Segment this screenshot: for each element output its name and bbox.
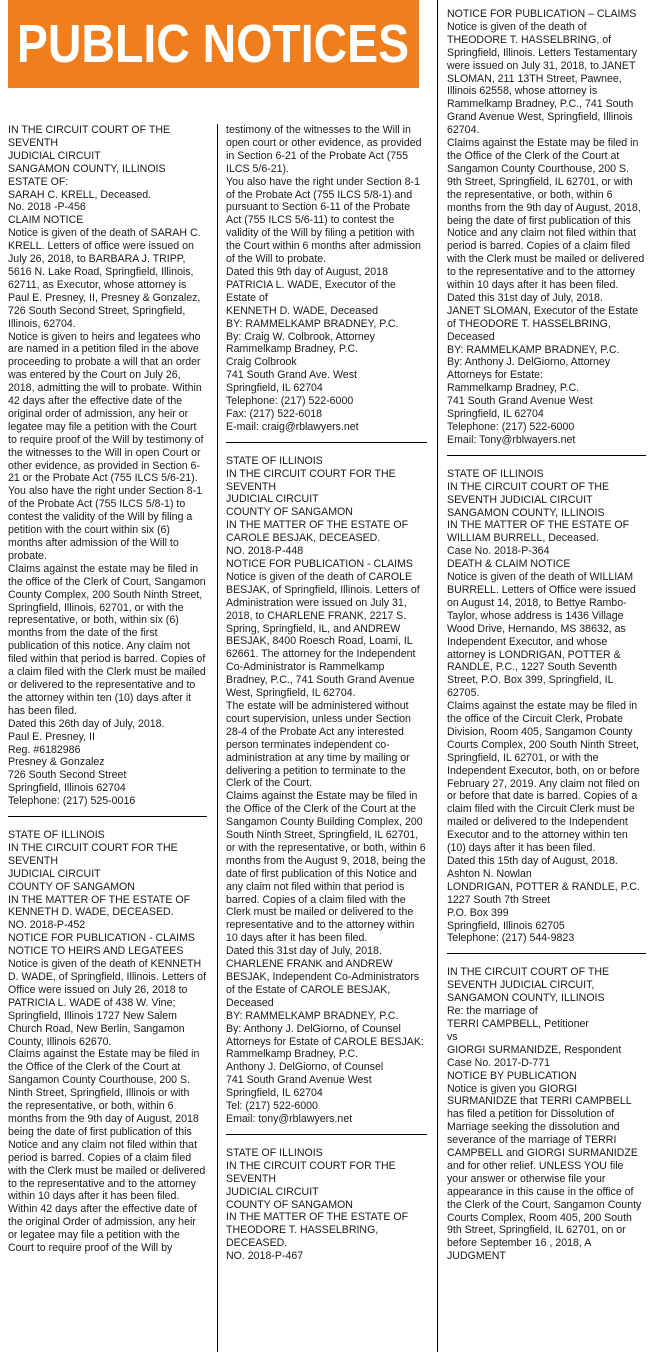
- notice-paragraph: Notice is given of the death of KENNETH D. WADE, of Springfield, Illinois. Letters of Office were issued on July 26, 2018 to PATRICIA L. WADE of 438 W. Vine; Springfield, Illinois 1727 New Salem Church Road, New Berlin, Sangamon County, Illinois 62670.: [8, 958, 207, 1048]
- notice-separator: [8, 816, 207, 817]
- notices-column-1: [8, 124, 207, 1352]
- notice-paragraph: STATE OF ILLINOIS IN THE CIRCUIT COURT OF THE SEVENTH JUDICIAL CIRCUIT SANGAMON COUNTY, ILLINOIS IN THE MATTER OF THE ESTATE OF WILLIAM BURRELL, Deceased. Case No. 2018-P-364 DEATH & CLAIM NOTICE: [447, 467, 630, 571]
- notice-paragraph: Dated this 9th day of August, 2018 PATRICIA L. WADE, Executor of the Estate of KENNETH D. WADE, Deceased BY: RAMMELKAMP BRADNEY, P.C. By: Craig W. Colbrook, Attorney Rammelkamp Bradney, P.C. Craig Colbrook 741 South Grand Ave. West Springfield, IL 62704 Telephone: (217) 522-6000 Fax: (217) 522-6018 E-mail: craig@rblawyers.net: [226, 265, 399, 433]
- notice-paragraph: Claims against the Estate may be filed in the Office of the Clerk of the Court at the Sangamon County Building Complex, 200 South Ninth Street, Springfield, IL 62701, or with the representative, or both, within 6 months from the August 9, 2018, being the date of first publication of this Notice and any claim not filed within that period is barred. Copies of a claim filed with the Clerk must be mailed or delivered to the representative and to the attorney within 10 days after it has been filed.: [226, 790, 426, 945]
- notice-paragraph: Claims against the estate may be filed in the office of the Clerk of Court, Sangamon County Complex, 200 South Ninth Street, Springfield, Illinois, 62701, or with the representative, or both, within six (6) months from the date of the first publication of this notice. Any claim not filed within that period is barred. Copies of a claim filed with the Clerk must be mailed or delivered to the representative and to the attorney within ten (10) days after it has been filed.: [8, 562, 206, 717]
- legal-notice: [8, 124, 207, 808]
- notice-paragraph: IN THE CIRCUIT COURT OF THE SEVENTH JUDICIAL CIRCUIT, SANGAMON COUNTY, ILLINOIS Re: the marriage of TERRI CAMPBELL, Petitioner vs GIORGI SURMANIDZE, Respondent Case No. 2017-D-771 NOTICE BY PUBLICATION: [447, 966, 622, 1082]
- notice-paragraph: IN THE CIRCUIT COURT OF THE SEVENTH JUDICIAL CIRCUIT SANGAMON COUNTY, ILLINOIS ESTATE OF: SARAH C. KRELL, Deceased. No. 2018 -P-456 CLAIM NOTICE: [8, 124, 171, 227]
- notice-paragraph: Within 42 days after the effective date of the original Order of admission, any heir or legatee may file a petition with the Court to require proof of the Will by: [8, 1203, 197, 1255]
- notice-paragraph: Dated this 31st day of July, 2018. JANET SLOMAN, Executor of the Estate of THEODORE T. HASSELBRING, Deceased BY: RAMMELKAMP BRADNEY, P.C. By: Anthony J. DelGiorno, Attorney Attorneys for Estate: Rammelkamp Bradney, P.C. 741 South Grand Avenue West Springfield, IL 62704 Telephone: (217) 522-6000 Email: Tony@rblwayers.net: [447, 291, 639, 446]
- legal-notice: [226, 1147, 427, 1263]
- legal-notice: [447, 468, 646, 946]
- notice-paragraph: Notice is given of the death of SARAH C. KRELL. Letters of office were issued on July 26, 2018, to BARBARA J. TRIPP, 5616 N. Lake Road, Springfield, Illinois, 62711, as Executor, whose attorney is Paul E. Presney, II, Presney & Gonzalez, 726 South Second Street, Springfield, Illinois, 62704.: [8, 227, 201, 330]
- notice-separator: [447, 953, 646, 954]
- notice-paragraph: STATE OF ILLINOIS IN THE CIRCUIT COURT FOR THE SEVENTH JUDICIAL CIRCUIT COUNTY OF SANGAMON IN THE MATTER OF THE ESTATE OF THEODORE T. HASSELBRING, DECEASED. NO. 2018-P-467: [226, 1146, 409, 1263]
- notice-paragraph: NOTICE FOR PUBLICATION – CLAIMS: [447, 8, 637, 20]
- notice-paragraph: Dated this 15th day of August, 2018. Ashton N. Nowlan LONDRIGAN, POTTER & RANDLE, P.C. 1227 South 7th Street P.O. Box 399 Springfield, Illinois 62705 Telephone: (217) 544-9823: [447, 855, 640, 945]
- legal-notice: [226, 124, 427, 434]
- legal-notice: [226, 455, 427, 1126]
- notice-paragraph: testimony of the witnesses to the Will in open court or other evidence, as provided in Section 6-21 of the Probate Act (755 ILCS 5/6-21).: [226, 124, 422, 175]
- notice-paragraph: Notice is given you GIORGI SURMANIDZE that TERRI CAMPBELL has filed a petition for Dissolution of Marriage seeking the dissolution and severance of the marriage of TERRI CAMPBELL and GIORGI SURMANIDZE and for other relief. UNLESS YOU file your answer or otherwise file your appearance in this cause in the office of the Clerk of the Court, Sangamon County Courts Complex, Room 405, 200 South 9th Street, Springfield, IL 62701, on or before September 16 , 2018, A JUDGMENT: [447, 1082, 642, 1263]
- notice-paragraph: The estate will be administered without court supervision, unless under Section 28-4 of the Probate Act any interested person terminates independent co-administration at any time by mailing or delivering a petition to terminate to the Clerk of the Court.: [226, 699, 411, 790]
- notice-paragraph: Notice is given of the death of WILLIAM BURRELL. Letters of Office were issued on August 14, 2018, to Bettye Rambo-Taylor, whose address is 1436 Village Wood Drive, Hernando, MS 38632, as Independent Executor, and whose attorney is LONDRIGAN, POTTER & RANDLE, P.C., 1227 South Seventh Street, P.O. Box 399, Springfield, IL 62705.: [447, 571, 636, 700]
- notices-column-3: [447, 8, 646, 1352]
- notices-column-2: [226, 124, 427, 1352]
- notice-paragraph: Claims against the estate may be filed in the office of the Circuit Clerk, Probate Division, Room 405, Sangamon County Courts Complex, 200 South Ninth Street, Springfield, IL 62701, or with the Independent Executor, both, on or before February 27, 2019. Any claim not filed on or before that date is barred. Copies of a claim filed with the Circuit Clerk must be mailed or delivered to the Independent Executor and to the attorney within ten (10) days after it has been filed.: [447, 700, 640, 855]
- notice-separator: [447, 455, 646, 456]
- notice-paragraph: Claims against the Estate may be filed in the Office of the Clerk of the Court at Sangamon County Courthouse, 200 S. Ninth Street, Springfield, Illinois or with the representative, or both, within 6 months from the 9th day of August, 2018 being the date of first publication of this Notice and any claim not filed within that period is barred. Copies of a claim filed with the Clerk must be mailed or delivered to the representative and to the attorney within 10 days after it has been filed.: [8, 1048, 206, 1203]
- legal-notice: [447, 8, 646, 447]
- notice-paragraph: Claims against the Estate may be filed in the Office of the Clerk of the Court at Sangamon County Courthouse, 200 S. 9th Street, Springfield, IL 62701, or with the representative, or both, within 6 months from the 9th day of August, 2018, being the date of first publication of this Notice and any claim not filed within that period is barred. Copies of a claim filed with the Clerk must be mailed or delivered to the representative and to the attorney within 10 days after it has been filed.: [447, 137, 645, 292]
- notice-paragraph: STATE OF ILLINOIS IN THE CIRCUIT COURT FOR THE SEVENTH JUDICIAL CIRCUIT COUNTY OF SANGAMON IN THE MATTER OF THE ESTATE OF CAROLE BESJAK, DECEASED. NO. 2018-P-448 NOTICE FOR PUBLICATION - CLAIMS: [226, 454, 413, 570]
- notice-separator: [226, 1134, 427, 1135]
- notice-paragraph: STATE OF ILLINOIS IN THE CIRCUIT COURT FOR THE SEVENTH JUDICIAL CIRCUIT COUNTY OF SANGAMON IN THE MATTER OF THE ESTATE OF KENNETH D. WADE, DECEASED. NO. 2018-P-452 NOTICE FOR PUBLICATION - CLAIMS NOTICE TO HEIRS AND LEGATEES: [8, 829, 195, 958]
- notice-paragraph: Dated this 26th day of July, 2018. Paul E. Presney, II Reg. #6182986 Presney & Gonzalez 726 South Second Street Springfield, Illinois 62704 Telephone: (217) 525-0016: [8, 717, 165, 808]
- notice-separator: [226, 442, 427, 443]
- column-divider: [437, 0, 438, 1352]
- notice-paragraph: Notice is given of the death of CAROLE BESJAK, of Springfield, Illinois. Letters of Administration were issued on July 31, 2018, to CHARLENE FRANK, 2217 S. Spring, Springfield, IL, and ANDREW BESJAK, 8400 Roesch Road, Loami, IL 62661. The attorney for the Independent Co-Administrator is Rammelkamp Bradney, P.C., 741 South Grand Avenue West, Springfield, IL 62704.: [226, 570, 420, 700]
- legal-notice: [8, 829, 207, 1255]
- column-divider: [217, 124, 218, 1352]
- legal-notice: [447, 966, 646, 1263]
- public-notices-banner: [8, 0, 419, 88]
- notice-paragraph: You also have the right under Section 8-1 of the Probate Act (755 ILCS 5/8-1) and pursuant to Section 6-11 of the Probate Act (755 ILCS 5/6-11) to contest the validity of the Will by filing a petition with the Court within 6 months after admission of the Will to probate.: [226, 175, 421, 266]
- notice-paragraph: Notice is given to heirs and legatees who are named in a petition filed in the above proceeding to probate a will that an order was entered by the Court on July 26, 2018, admitting the will to probate. Within 42 days after the effective date of the original order of admission, any heir or legatee may file a petition with the Court to require proof of the Will by testimony of the witnesses to the Will in open Court or other evidence, as provided in Section 6-21 or the Probate Act (755 ILCS 5/6-21). You also have the right under Section 8-1 of the Probate Act (755 ILCS 5/8-1) to contest the validity of the Will by filing a petition with the court within six (6) months after admission of the Will to probate.: [8, 330, 204, 562]
- notice-paragraph: Notice is given of the death of THEODORE T. HASSELBRING, of Springfield, Illinois. Letters Testamentary were issued on July 31, 2018, to JANET SLOMAN, 211 13TH Street, Pawnee, Illinois 62558, whose attorney is Rammelkamp Bradney, P.C., 741 South Grand Avenue West, Springfield, Illinois 62704.: [447, 20, 637, 137]
- notice-paragraph: Dated this 31st day of July, 2018. CHARLENE FRANK and ANDREW BESJAK, Independent Co-Administrators of the Estate of CAROLE BESJAK, Deceased BY: RAMMELKAMP BRADNEY, P.C. By: Anthony J. DelGiorno, of Counsel Attorneys for Estate of CAROLE BESJAK: Rammelkamp Bradney, P.C. Anthony J. DelGiorno, of Counsel 741 South Grand Avenue West Springfield, IL 62704 Tel: (217) 522-6000 Email: tony@rblawyers.net: [226, 945, 424, 1125]
- page-title: PUBLIC NOTICES: [17, 14, 410, 74]
